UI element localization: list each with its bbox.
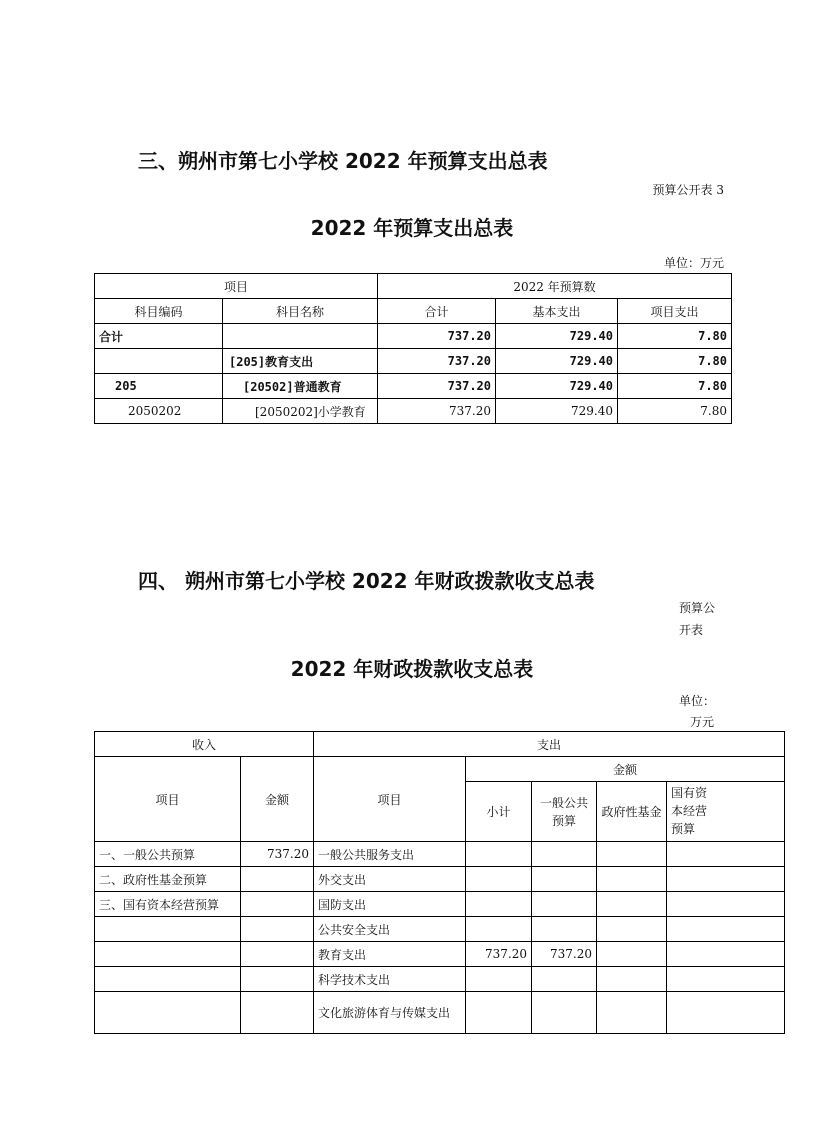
row-subtotal <box>466 892 532 917</box>
header-total: 合计 <box>378 299 496 324</box>
section4-table-tag-line2: 开表 <box>679 623 704 637</box>
fiscal-allocation-table <box>94 731 785 1034</box>
row-income-item <box>95 942 241 967</box>
row-state-capital <box>667 917 785 942</box>
header-basic: 基本支出 <box>496 299 618 324</box>
table-row <box>95 867 785 892</box>
row-total: 737.20 <box>378 349 496 374</box>
row-project: 7.80 <box>618 374 732 399</box>
row-state-capital <box>667 942 785 967</box>
row-gov-fund <box>597 842 667 867</box>
row-income-item: 二、政府性基金预算 <box>95 867 241 892</box>
table-row <box>95 942 785 967</box>
row-code: 205 <box>95 374 223 399</box>
row-expense-item: 国防支出 <box>314 892 466 917</box>
header-income: 收入 <box>95 732 314 757</box>
row-code: 合计 <box>95 324 223 349</box>
row-income-item <box>95 967 241 992</box>
row-gov-fund <box>597 892 667 917</box>
section4-unit-line1: 单位： <box>679 694 716 708</box>
row-total: 737.20 <box>378 324 496 349</box>
row-project: 7.80 <box>618 399 732 424</box>
section4-unit-line2: 万元 <box>690 715 715 729</box>
header-gov-fund: 政府性基金 <box>597 782 667 842</box>
header-income-amount: 金额 <box>241 757 314 842</box>
row-gov-fund <box>597 992 667 1034</box>
row-income-amount <box>241 942 314 967</box>
row-name: [2050202]小学教育 <box>223 399 378 424</box>
row-gov-fund <box>597 867 667 892</box>
row-state-capital <box>667 842 785 867</box>
section3-heading: 三、朔州市第七小学校 2022 年预算支出总表 <box>138 149 548 173</box>
header-budget-group: 2022 年预算数 <box>378 274 732 299</box>
section3-table-tag: 预算公开表 3 <box>652 183 724 197</box>
row-gov-fund <box>597 942 667 967</box>
row-state-capital <box>667 867 785 892</box>
header-code: 科目编码 <box>95 299 223 324</box>
row-expense-item: 文化旅游体育与传媒支出 <box>314 992 466 1034</box>
header-amount: 金额 <box>466 757 785 782</box>
section3-unit: 单位：万元 <box>663 256 724 270</box>
row-general <box>532 867 597 892</box>
row-gov-fund <box>597 917 667 942</box>
row-general <box>532 842 597 867</box>
row-name: [20502]普通教育 <box>223 374 378 399</box>
row-income-item: 三、国有资本经营预算 <box>95 892 241 917</box>
row-subtotal: 737.20 <box>466 942 532 967</box>
row-general <box>532 992 597 1034</box>
row-subtotal <box>466 917 532 942</box>
header-expense: 支出 <box>314 732 785 757</box>
table-row <box>95 917 785 942</box>
header-name: 科目名称 <box>223 299 378 324</box>
row-subtotal <box>466 867 532 892</box>
row-project: 7.80 <box>618 349 732 374</box>
row-income-amount <box>241 867 314 892</box>
table-row <box>95 842 785 867</box>
row-expense-item: 科学技术支出 <box>314 967 466 992</box>
section4-table-tag-line1: 预算公 <box>679 601 716 615</box>
row-income-amount <box>241 967 314 992</box>
row-general <box>532 917 597 942</box>
row-general <box>532 892 597 917</box>
row-code: 2050202 <box>95 399 223 424</box>
row-expense-item: 公共安全支出 <box>314 917 466 942</box>
row-subtotal <box>466 992 532 1034</box>
header-item-group: 项目 <box>95 274 378 299</box>
row-basic: 729.40 <box>496 349 618 374</box>
row-total: 737.20 <box>378 399 496 424</box>
row-expense-item: 教育支出 <box>314 942 466 967</box>
header-income-item: 项目 <box>95 757 241 842</box>
row-state-capital <box>667 892 785 917</box>
section3-table-title: 2022 年预算支出总表 <box>310 216 514 240</box>
header-state-capital-text: 国有资本经营预算 <box>671 786 708 836</box>
header-general-budget: 一般公共预算 <box>532 782 597 842</box>
row-expense-item: 一般公共服务支出 <box>314 842 466 867</box>
header-subtotal: 小计 <box>466 782 532 842</box>
row-income-item <box>95 992 241 1034</box>
row-project: 7.80 <box>618 324 732 349</box>
row-income-amount <box>241 892 314 917</box>
row-income-amount <box>241 992 314 1034</box>
row-basic: 729.40 <box>496 324 618 349</box>
row-subtotal <box>466 842 532 867</box>
table-row <box>95 992 785 1034</box>
table-row <box>95 967 785 992</box>
header-state-capital <box>667 782 785 842</box>
row-gov-fund <box>597 967 667 992</box>
row-state-capital <box>667 992 785 1034</box>
table-row <box>95 892 785 917</box>
row-basic: 729.40 <box>496 399 618 424</box>
row-income-amount <box>241 917 314 942</box>
row-general <box>532 967 597 992</box>
row-income-amount: 737.20 <box>241 842 314 867</box>
header-expense-item: 项目 <box>314 757 466 842</box>
header-project: 项目支出 <box>618 299 732 324</box>
row-total: 737.20 <box>378 374 496 399</box>
row-state-capital <box>667 967 785 992</box>
row-name: [205]教育支出 <box>223 349 378 374</box>
row-expense-item: 外交支出 <box>314 867 466 892</box>
row-income-item <box>95 917 241 942</box>
section4-heading: 四、 朔州市第七小学校 2022 年财政拨款收支总表 <box>138 569 595 593</box>
row-general: 737.20 <box>532 942 597 967</box>
row-basic: 729.40 <box>496 374 618 399</box>
section4-table-title: 2022 年财政拨款收支总表 <box>290 657 534 681</box>
row-income-item: 一、一般公共预算 <box>95 842 241 867</box>
row-subtotal <box>466 967 532 992</box>
